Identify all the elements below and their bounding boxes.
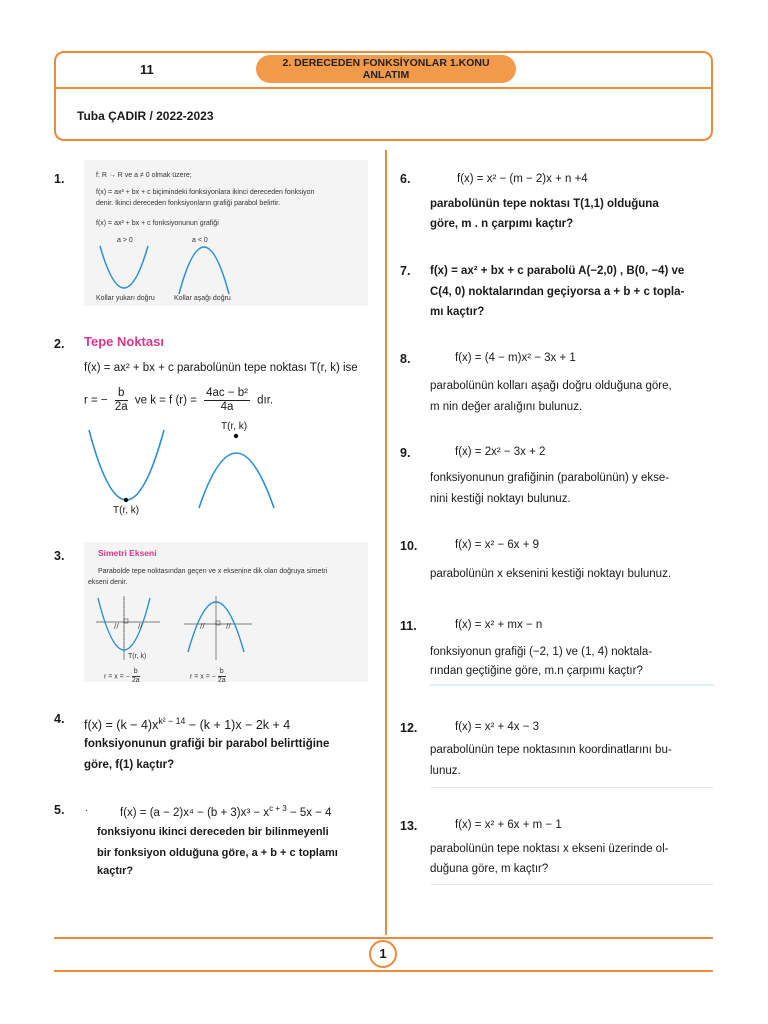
- q4-number: 4.: [54, 712, 65, 726]
- q13-number: 13.: [400, 819, 418, 833]
- q3-eq-right: [190, 668, 226, 685]
- page-title: [256, 55, 516, 83]
- q3-eq-left-text: r = x = −: [104, 673, 130, 681]
- q7-line2: C(4, 0) noktalarından geçiyorsa a + b + c topla-: [430, 286, 685, 298]
- grade-label: 11: [140, 62, 154, 77]
- author-label: Tuba ÇADIR / 2022-2023: [77, 109, 214, 123]
- q9-line2: nini kestiği noktayı bulunuz.: [430, 493, 571, 505]
- page-title-line2: ANLATIM: [362, 69, 410, 81]
- q3-frac-den-right: 2a: [217, 677, 226, 684]
- q1-a-positive: a > 0: [117, 237, 133, 244]
- q6-number: 6.: [400, 172, 411, 186]
- q7-line1: f(x) = ax² + bx + c parabolü A(−2,0) , B(0, −4) ve: [430, 265, 685, 277]
- q3-heading: Simetri Ekseni: [98, 548, 157, 558]
- page-number: 1: [369, 940, 397, 968]
- q3-tlabel: T(r, k): [128, 653, 147, 660]
- q5-equation: [120, 804, 332, 819]
- q5-dot: .: [85, 803, 88, 814]
- svg-text://: //: [138, 622, 143, 630]
- q10-number: 10.: [400, 539, 418, 553]
- q9-number: 9.: [400, 446, 411, 460]
- q4-eq-rest: − (k + 1)x − 2k + 4: [185, 718, 291, 733]
- q13-line2: duğuna göre, m kaçtır?: [430, 863, 549, 875]
- q2-frac1-den: 2a: [114, 401, 128, 413]
- q8-line2: m nin değer aralığını bulunuz.: [430, 401, 583, 413]
- q5-eq-main: f(x) = (a − 2)x⁴ − (b + 3)x³ − x: [120, 806, 270, 819]
- q7-line3: mı kaçtır?: [430, 306, 485, 318]
- q3-frac-num-right: b: [219, 668, 224, 675]
- q1-line1: f: R → R ve a ≠ 0 olmak üzere;: [96, 172, 192, 179]
- q7-number: 7.: [400, 264, 411, 278]
- q12-line1: parabolünün tepe noktasının koordinatlarını bu-: [430, 744, 672, 756]
- q3-axis-figures: [84, 542, 368, 682]
- q5-line1: fonksiyonu ikinci dereceden bir bilinmeyenli: [97, 826, 329, 838]
- q12-separator: [430, 787, 714, 788]
- q2-line1: f(x) = ax² + bx + c parabolünün tepe noktası T(r, k) ise: [84, 362, 358, 374]
- q3-frac-num-left: b: [133, 668, 138, 675]
- q8-line1: parabolünün kolları aşağı doğru olduğuna göre,: [430, 380, 672, 392]
- q8-number: 8.: [400, 352, 411, 366]
- q3-eq-right-text: r = x = −: [190, 673, 216, 681]
- q2-frac1-num: b: [115, 387, 128, 401]
- q13-equation: f(x) = x² + 6x + m − 1: [455, 819, 562, 831]
- q9-equation: f(x) = 2x² − 3x + 2: [455, 446, 546, 458]
- q11-equation: f(x) = x² + mx − n: [455, 619, 543, 631]
- q2-r-eq: r = −: [84, 394, 108, 407]
- svg-text://: //: [226, 622, 231, 630]
- q11-number: 11.: [400, 619, 417, 633]
- q5-eq-exp: c + 3: [269, 804, 287, 813]
- q5-line2: bir fonksiyon olduğuna göre, a + b + c toplamı: [97, 847, 338, 859]
- q10-line1: parabolünün x eksenini kestiği noktayı bulunuz.: [430, 568, 672, 580]
- q1-caption-down: Kollar aşağı doğru: [174, 295, 231, 302]
- q2-heading: Tepe Noktası: [84, 334, 164, 349]
- q12-number: 12.: [400, 721, 418, 735]
- q13-line1: parabolünün tepe noktası x ekseni üzerinde ol-: [430, 843, 669, 855]
- q4-eq-exp: k² − 14: [158, 716, 186, 726]
- q2-label-min: T(r, k): [113, 505, 140, 516]
- q1-caption-up: Kollar yukarı doğru: [96, 295, 155, 302]
- q1-a-negative: a < 0: [192, 237, 208, 244]
- q2-frac2-den: 4a: [220, 401, 234, 413]
- footer-line-bottom: [54, 970, 713, 972]
- q5-number: 5.: [54, 803, 65, 817]
- q2-frac2-num: 4ac − b²: [206, 387, 248, 399]
- column-divider: [385, 150, 387, 935]
- header-divider: [54, 87, 713, 89]
- q12-line2: lunuz.: [430, 765, 461, 777]
- q6-line1: parabolünün tepe noktası T(1,1) olduğuna: [430, 198, 659, 210]
- q2-number: 2.: [54, 337, 65, 351]
- q3-line1: Parabolde tepe noktasından geçen ve x eksenine dik olan doğruya simetri: [98, 568, 328, 575]
- q9-line1: fonksiyonunun grafiğinin (parabolünün) y ekse-: [430, 472, 670, 484]
- q4-line1: fonksiyonunun grafiği bir parabol belirttiğine: [84, 738, 330, 750]
- q1-figure: [84, 160, 368, 306]
- q3-number: 3.: [54, 549, 65, 563]
- q11-line2: rından geçtiğine göre, m.n çarpımı kaçtır?: [430, 665, 643, 677]
- q3-figure: [84, 542, 368, 682]
- q10-equation: f(x) = x² − 6x + 9: [455, 539, 540, 551]
- q6-equation: f(x) = x² − (m − 2)x + n +4: [457, 173, 588, 185]
- page-title-line1: 2. DERECEDEN FONKSİYONLAR 1.KONU: [282, 57, 490, 69]
- q3-frac-den-left: 2a: [131, 677, 140, 684]
- q2-formula: [84, 387, 273, 414]
- q2-end: dır.: [257, 394, 274, 407]
- q2-mid: ve k = f (r) =: [134, 394, 197, 407]
- q3-eq-left: [104, 668, 140, 685]
- q1-line2: f(x) = ax² + bx + c biçimindeki fonksiyonlara ikinci dereceden fonksiyon: [96, 189, 315, 196]
- q1-parabolas: [84, 160, 368, 306]
- q6-line2: göre, m . n çarpımı kaçtır?: [430, 218, 574, 230]
- q1-line3: denir. İkinci dereceden fonksiyonların grafiği parabol belirtir.: [96, 200, 281, 207]
- q1-line4: f(x) = ax² + bx + c fonksiyonunun grafiği: [96, 220, 219, 227]
- svg-text://: //: [114, 622, 119, 630]
- svg-text://: //: [200, 622, 205, 630]
- q4-equation: [84, 716, 290, 732]
- q2-label-max: T(r, k): [221, 421, 248, 432]
- q11-line1: fonksiyonun grafiği (−2, 1) ve (1, 4) noktala-: [430, 646, 653, 658]
- footer-line-top: [54, 937, 713, 939]
- q3-line2: ekseni denir.: [88, 579, 128, 586]
- q11-separator: [430, 684, 714, 686]
- q4-line2: göre, f(1) kaçtır?: [84, 759, 175, 771]
- q12-equation: f(x) = x² + 4x − 3: [455, 721, 540, 733]
- q13-separator: [430, 884, 714, 885]
- q1-number: 1.: [54, 172, 65, 186]
- q5-line3: kaçtır?: [97, 865, 134, 877]
- q8-equation: f(x) = (4 − m)x² − 3x + 1: [455, 352, 576, 364]
- q5-eq-rest: − 5x − 4: [286, 806, 332, 819]
- q4-eq-main: f(x) = (k − 4)x: [84, 718, 159, 733]
